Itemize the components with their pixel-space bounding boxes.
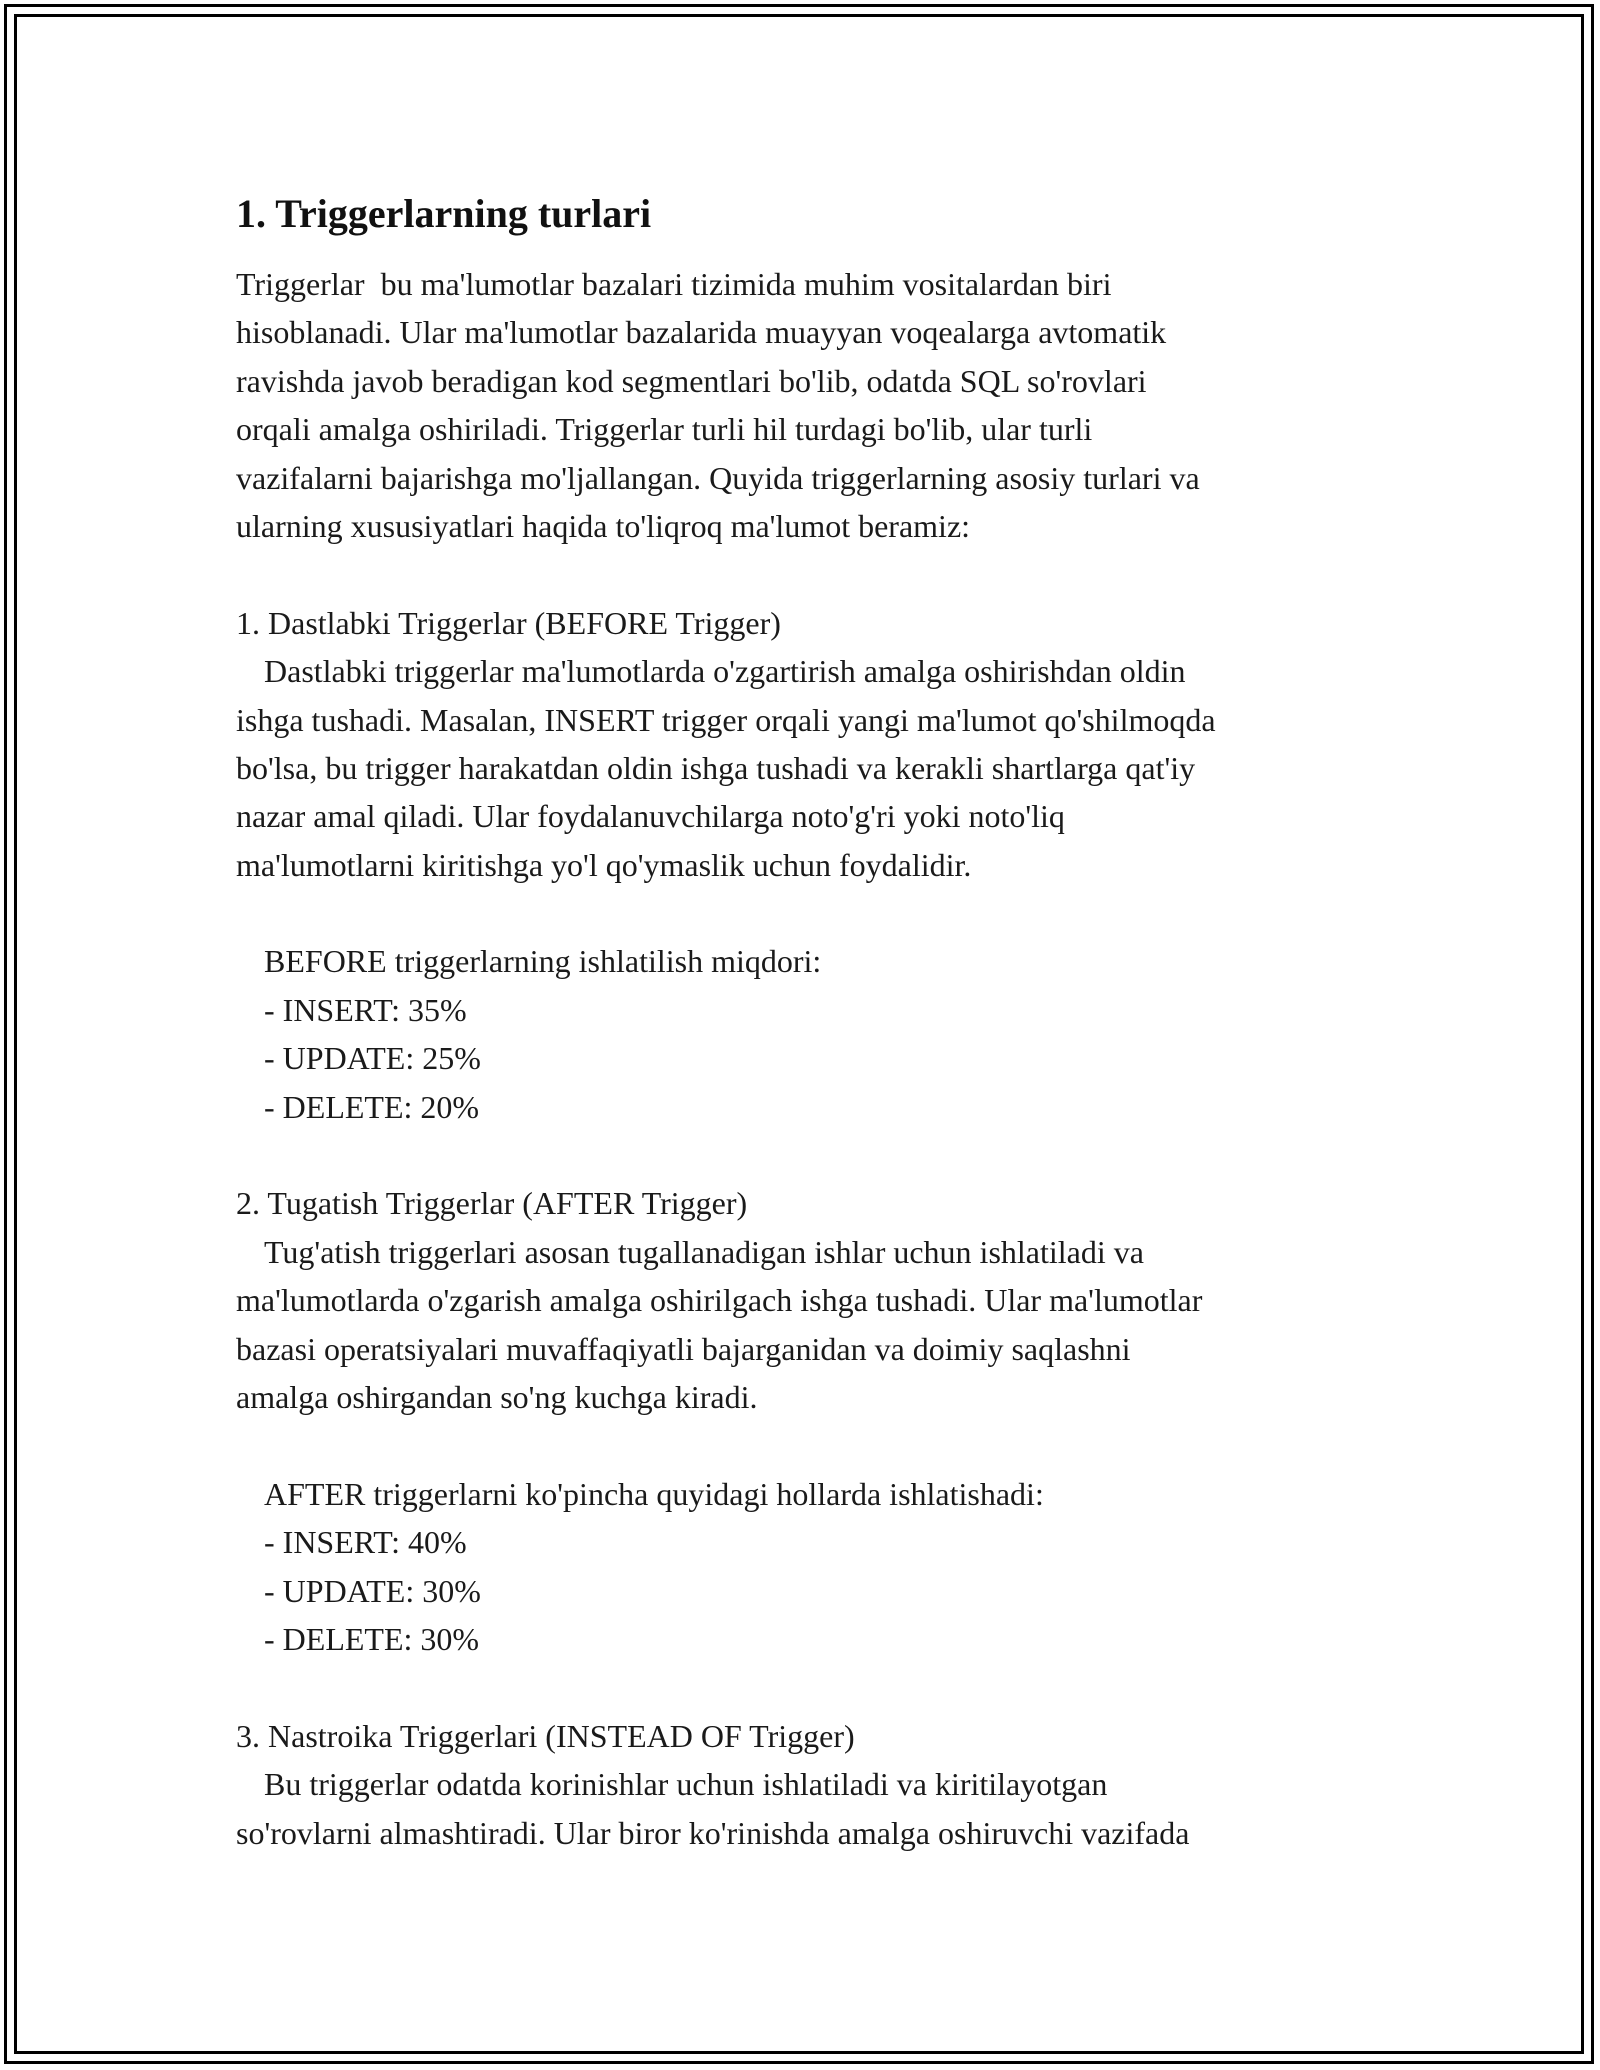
section-line: Dastlabki triggerlar ma'lumotlarda o'zgartirish amalga oshirishdan oldin — [264, 653, 1186, 690]
section-line: bazasi operatsiyalari muvaffaqiyatli bajarganidan va doimiy saqlashni — [236, 1330, 1131, 1367]
list-item: - DELETE: 20% — [264, 1088, 480, 1125]
list-item: - INSERT: 35% — [264, 991, 467, 1028]
list-item: - UPDATE: 25% — [264, 1040, 481, 1077]
section-line: ma'lumotlarni kiritishga yo'l qo'ymaslik uchun foydalidir. — [236, 846, 972, 883]
page-title: 1. Triggerlarning turlari — [236, 191, 652, 236]
intro-line: hisoblanadi. Ular ma'lumotlar bazalarida muayyan voqealarga avtomatik — [236, 314, 1167, 351]
section-line: amalga oshirgandan so'ng kuchga kiradi. — [236, 1378, 758, 1415]
spacer — [236, 889, 1386, 937]
spacer — [236, 1131, 1386, 1179]
section-line: so'rovlarni almashtiradi. Ular biror ko'rinishda amalga oshiruvchi vazifada — [236, 1814, 1190, 1851]
spacer — [236, 550, 1386, 598]
list-item: - UPDATE: 30% — [264, 1572, 481, 1609]
intro-paragraph — [236, 260, 1386, 550]
list-item: - DELETE: 30% — [264, 1620, 480, 1657]
spacer — [236, 1421, 1386, 1469]
section-instead-of-trigger — [236, 1712, 1386, 1857]
list-title: AFTER triggerlarni ko'pincha quyidagi hollarda ishlatishadi: — [264, 1475, 1044, 1512]
section-before-trigger — [236, 599, 1386, 1131]
section-after-trigger — [236, 1179, 1386, 1663]
section-line: Bu triggerlar odatda korinishlar uchun ishlatiladi va kiritilayotgan — [264, 1766, 1108, 1803]
intro-line: orqali amalga oshiriladi. Triggerlar turli hil turdagi bo'lib, ular turli — [236, 411, 1093, 448]
intro-line: ularning xususiyatlari haqida to'liqroq ma'lumot beramiz: — [236, 507, 971, 544]
section-title: 1. Dastlabki Triggerlar (BEFORE Trigger) — [236, 604, 781, 641]
list-title: BEFORE triggerlarning ishlatilish miqdori: — [264, 943, 822, 980]
section-title: 2. Tugatish Triggerlar (AFTER Trigger) — [236, 1185, 748, 1222]
section-line: nazar amal qiladi. Ular foydalanuvchilarga noto'g'ri yoki noto'liq — [236, 798, 1065, 835]
spacer — [236, 1663, 1386, 1711]
section-line: ma'lumotlarda o'zgarish amalga oshirilgach ishga tushadi. Ular ma'lumotlar — [236, 1282, 1203, 1319]
section-line: ishga tushadi. Masalan, INSERT trigger orqali yangi ma'lumot qo'shilmoqda — [236, 701, 1216, 738]
intro-line: ravishda javob beradigan kod segmentlari bo'lib, odatda SQL so'rovlari — [236, 362, 1147, 399]
section-line: Tug'atish triggerlari asosan tugallanadigan ishlar uchun ishlatiladi va — [264, 1233, 1144, 1270]
section-title: 3. Nastroika Triggerlari (INSTEAD OF Trigger) — [236, 1717, 855, 1754]
section-line: bo'lsa, bu trigger harakatdan oldin ishga tushadi va kerakli shartlarga qat'iy — [236, 749, 1196, 786]
intro-line: vazifalarni bajarishga mo'ljallangan. Quyida triggerlarning asosiy turlari va — [236, 459, 1200, 496]
document-body — [236, 186, 1386, 1857]
intro-line: Triggerlar bu ma'lumotlar bazalari tizimida muhim vositalardan biri — [236, 266, 1112, 302]
list-item: - INSERT: 40% — [264, 1524, 467, 1561]
